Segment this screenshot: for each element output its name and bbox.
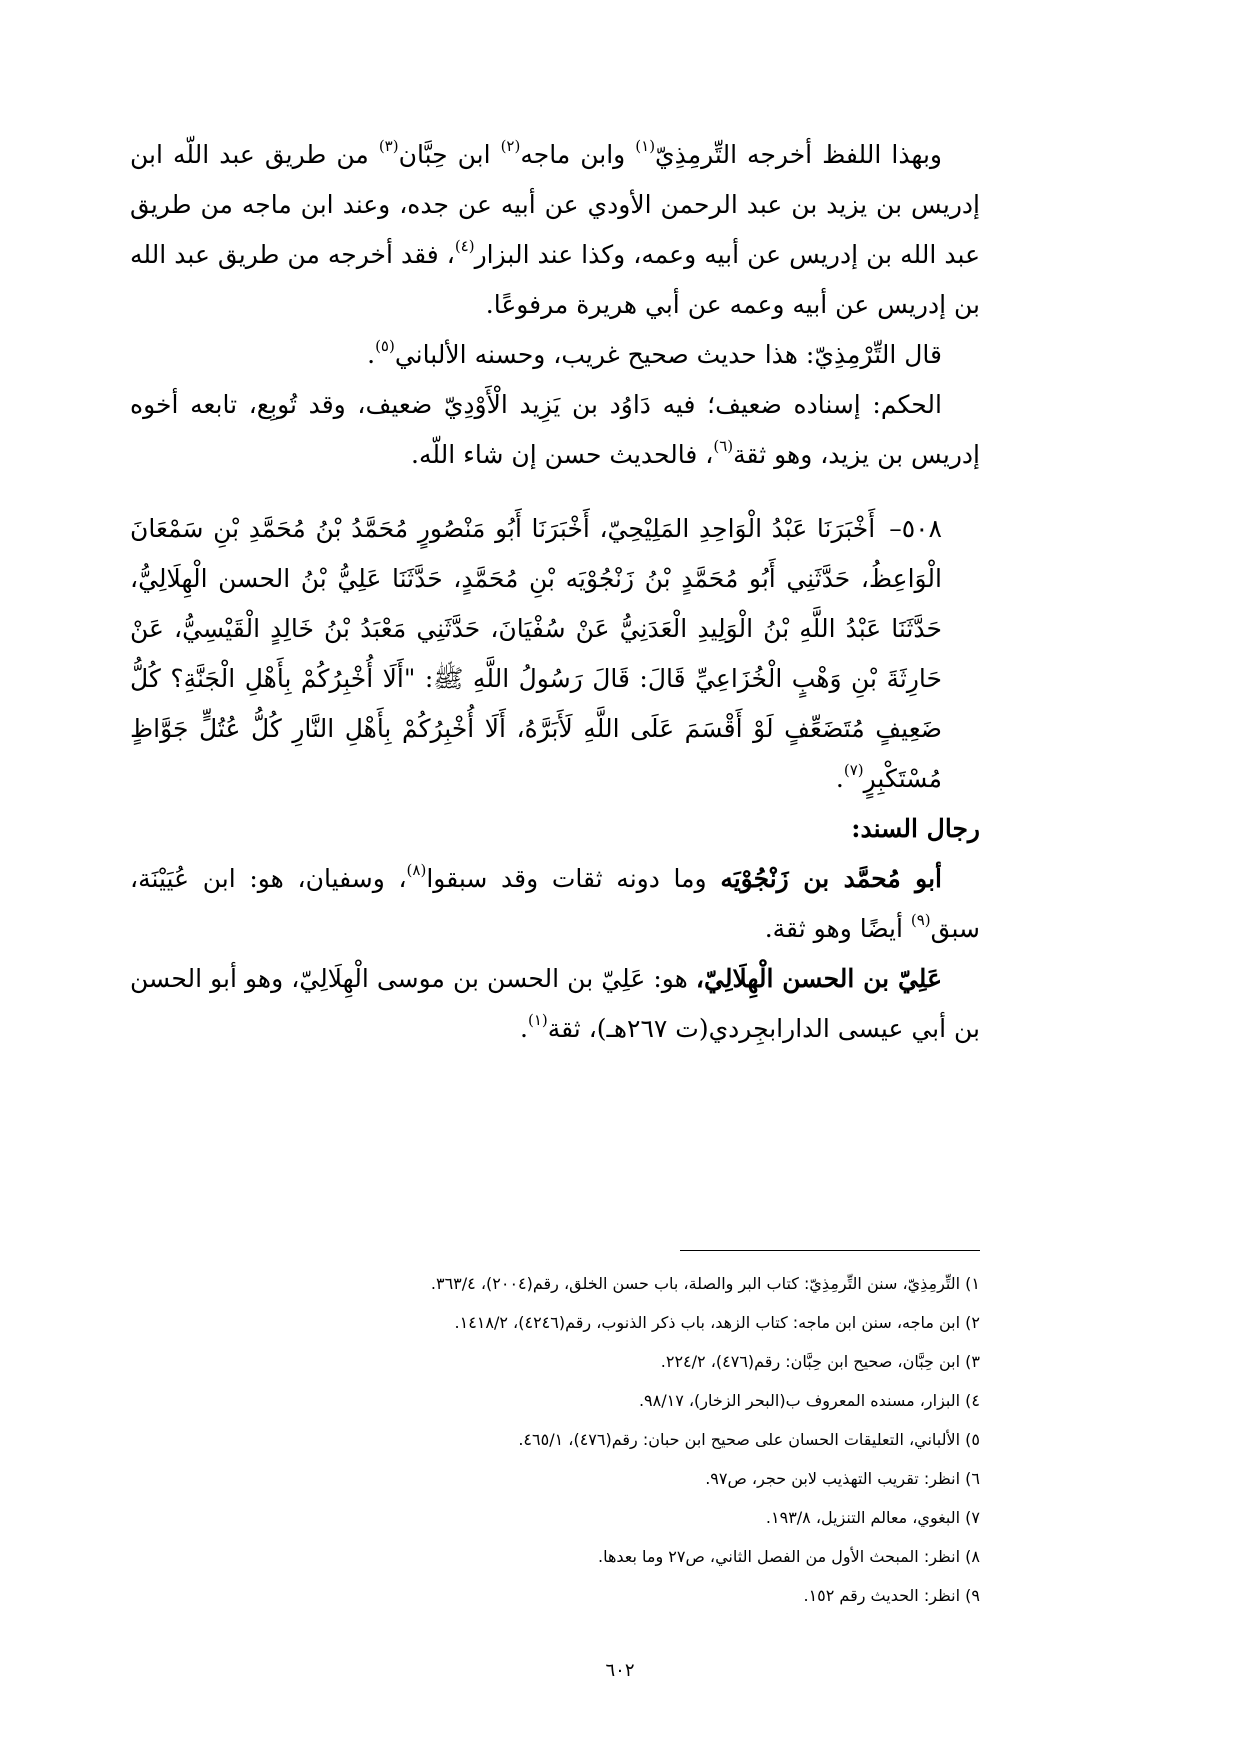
- footnote-ref[interactable]: (٤): [454, 237, 475, 255]
- paragraph-narrator-2: عَلِيّ بن الحسن الْهِلَالِيّ، هو: عَلِيّ بن الحسن بن موسى الْهِلَالِيّ، وهو أبو الحسن بن أبي عيسى الدارابجِردي(ت ٢٦٧هـ)، ثقة$^{(١)}$.: [130, 964, 980, 1043]
- footnote-ref[interactable]: (٦): [713, 437, 734, 455]
- footnote: ٨) انظر: المبحث الأول من الفصل الثاني، ص٢٧ وما بعدها.: [597, 1547, 980, 1566]
- footnote: ٧) البغوي، معالم التنزيل، ١٩٣/٨.: [765, 1508, 980, 1527]
- narrator-name: أبو مُحمَّد بن زَنْجُوْيَه: [720, 864, 942, 893]
- hadith-text: ٥٠٨–أَخْبَرَنَا عَبْدُ الْوَاحِدِ المَلِيْحِيّ، أَخْبَرَنَا أَبُو مَنْصُورٍ مُحَمَّدُ بْنُ مُحَمَّدِ بْنِ سَمْعَانَ الْوَاعِظُ، حَدَّثَنِي أَبُو مُحَمَّدٍ بْنُ زَنْجُوْيَه بْنِ مُحَمَّدٍ، حَدَّثَنَا عَلِيُّ بْنُ الحسن الْهِلَالِيُّ، حَدَّثَنَا عَبْدُ اللَّهِ بْنُ الْوَلِيدِ الْعَدَنِيُّ عَنْ سُفْيَانَ، حَدَّثَنِي مَعْبَدُ بْنُ خَالِدٍ الْقَيْسِيُّ، عَنْ حَارِثَةَ بْنِ وَهْبٍ الْخُزَاعِيِّ قَالَ: قَالَ رَسُولُ اللَّهِ ﷺ: "أَلَا أُخْبِرُكُمْ بِأَهْلِ الْجَنَّةِ؟ كُلُّ ضَعِيفٍ مُتَضَعِّفٍ لَوْ أَقْسَمَ عَلَى اللَّهِ لَأَبَرَّهُ، أَلَا أُخْبِرُكُمْ بِأَهْلِ النَّارِ كُلُّ عُتُلٍّ جَوَّاظٍ مُسْتَكْبِرٍ$^{(٧)}$.: [130, 514, 942, 793]
- page-number: ٦٠٢: [605, 1660, 635, 1681]
- footnote-ref[interactable]: (٢): [500, 137, 521, 155]
- footnote: ٢) ابن ماجه، سنن ابن ماجه: كتاب الزهد، باب ذكر الذنوب، رقم(٤٢٤٦)، ١٤١٨/٢.: [454, 1313, 980, 1332]
- footnote: ١) التِّرمِذِيّ، سنن التِّرمِذِيّ: كتاب البر والصلة، باب حسن الخلق، رقم(٢٠٠٤)، ٣٦٣/٤.: [430, 1274, 980, 1293]
- footnote-ref[interactable]: (١): [527, 1011, 548, 1029]
- hadith-number: ٥٠٨–: [889, 514, 942, 543]
- spacer: [130, 480, 980, 504]
- footnote-separator: [680, 1250, 980, 1251]
- body-text: [130, 130, 980, 1054]
- footnote-ref[interactable]: (٧): [843, 761, 864, 779]
- footnote: ٦) انظر: تقريب التهذيب لابن حجر، ص٩٧.: [705, 1469, 980, 1488]
- footnote-ref[interactable]: (٣): [378, 137, 399, 155]
- paragraph-tirmidhi-verdict: قال التِّرْمِذِيّ: هذا حديث صحيح غريب، وحسنه الألباني$^{(٥)}$.: [367, 337, 942, 369]
- footnote: ٤) البزار، مسنده المعروف ب(البحر الزخار)، ٩٨/١٧.: [638, 1391, 980, 1410]
- footnote: ٣) ابن حِبَّان، صحيح ابن حِبَّان: رقم(٤٧٦)، ٢٢٤/٢.: [660, 1352, 980, 1371]
- paragraph-takhrij: وبهذا اللفظ أخرجه التِّرمِذِيّ$^{(١)}$ وابن ماجه$^{(٢)}$ ابن حِبَّان$^{(٣)}$ من طريق عبد اللّه ابن إدريس بن يزيد بن عبد الرحمن الأودي عن أبيه عن جده، وعند ابن ماجه من طريق عبد الله بن إدريس عن أبيه وعمه، وكذا عند البزار$^{(٤)}$، فقد أخرجه من طريق عبد الله بن إدريس عن أبيه وعمه عن أبي هريرة مرفوعًا.: [130, 137, 980, 319]
- section-heading: رجال السند:: [851, 814, 980, 843]
- footnotes: [300, 1264, 980, 1615]
- narrator-name: عَلِيّ بن الحسن الْهِلَالِيّ،: [695, 964, 942, 993]
- footnote-ref[interactable]: (٩): [910, 911, 931, 929]
- footnote-ref[interactable]: (١): [635, 137, 656, 155]
- footnote: ٥) الألباني، التعليقات الحسان على صحيح ابن حبان: رقم(٤٧٦)، ٤٦٥/١.: [518, 1430, 980, 1449]
- footnote: ٩) انظر: الحديث رقم ١٥٢.: [803, 1586, 980, 1605]
- paragraph-narrator-1: أبو مُحمَّد بن زَنْجُوْيَه وما دونه ثقات وقد سبقوا$^{(٨)}$، وسفيان، هو: ابن عُيَيْنَة، سبق$^{(٩)}$ أيضًا وهو ثقة.: [130, 861, 980, 943]
- footnote-ref[interactable]: (٨): [406, 861, 427, 879]
- paragraph-ruling: الحكم: إسناده ضعيف؛ فيه دَاوُد بن يَزِيد الْأَوْدِيّ ضعيف، وقد تُوبِع، تابعه أخوه إدريس بن يزيد، وهو ثقة$^{(٦)}$، فالحديث حسن إن شاء اللّه.: [130, 390, 980, 469]
- footnote-ref[interactable]: (٥): [375, 337, 395, 355]
